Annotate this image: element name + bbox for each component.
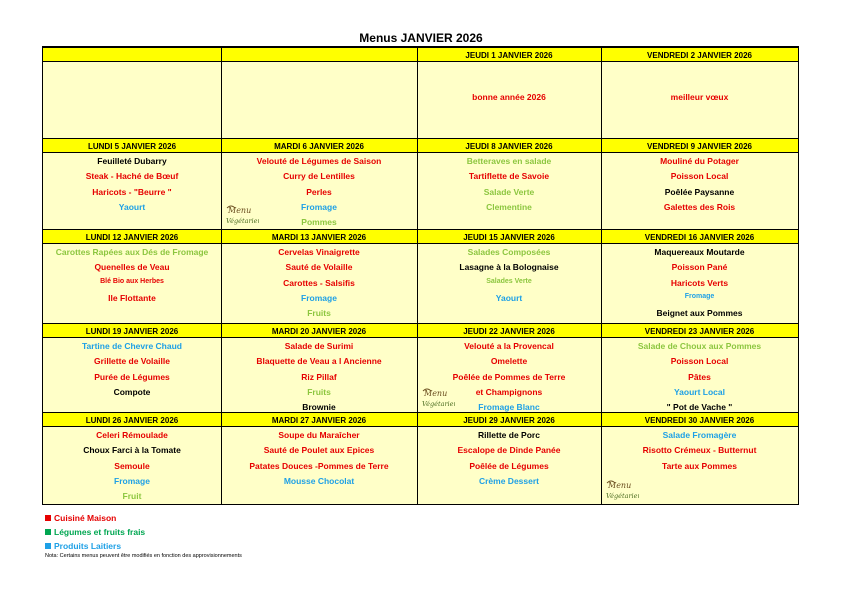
- day-cell: [417, 427, 601, 504]
- menu-item: Velouté de Légumes de Saison: [256, 156, 382, 166]
- green-square-icon: [45, 529, 51, 535]
- menu-item: Blaquette de Veau a l Ancienne: [256, 356, 382, 367]
- menu-item: Poêlée Paysanne: [664, 186, 735, 197]
- svg-text:Menu: Menu: [228, 206, 252, 215]
- svg-text:Végétarien: Végétarien: [422, 400, 455, 408]
- day-cell: [43, 62, 221, 138]
- menu-item: Poêlée de Légumes: [469, 460, 549, 471]
- menu-item: Soupe du Maraîcher: [278, 430, 360, 440]
- day-header: LUNDI 19 JANVIER 2026: [43, 323, 221, 338]
- menu-item: Fromage: [301, 292, 337, 303]
- menu-item: Perles: [306, 186, 332, 197]
- menu-item: Salade de Surimi: [284, 341, 354, 351]
- menu-item: Feuilleté Dubarry: [97, 156, 167, 166]
- day-header: MARDI 27 JANVIER 2026: [221, 412, 417, 427]
- menu-item: Maquereaux Moutarde: [654, 247, 745, 257]
- menu-item: Salades Verte: [486, 277, 532, 285]
- day-cell: [221, 427, 417, 504]
- menu-item: Poêlée de Pommes de Terre: [452, 371, 566, 382]
- note-text: Nota: Certains menus peuvent être modifiés en fonction des approvisionnements: [45, 553, 242, 559]
- svg-text:Menu: Menu: [424, 389, 448, 398]
- legend-item-cuisine: [45, 513, 116, 523]
- vegetarian-logo-icon: [225, 203, 259, 227]
- menu-grid: [42, 46, 799, 505]
- menu-item: Yaourt Local: [673, 386, 725, 397]
- day-header: MARDI 20 JANVIER 2026: [221, 323, 417, 338]
- menu-item: Pommes: [301, 217, 337, 228]
- day-cell: [221, 244, 417, 323]
- menu-item: Salades Composées: [467, 247, 551, 257]
- menu-item: " Pot de Vache ": [666, 402, 733, 413]
- day-header: LUNDI 5 JANVIER 2026: [43, 138, 221, 153]
- blue-square-icon: [45, 543, 51, 549]
- menu-item: Poisson Local: [670, 171, 729, 182]
- menu-item: Salade de Choux aux Pommes: [637, 341, 762, 351]
- menu-item: Compote: [113, 386, 151, 397]
- day-cell: [43, 427, 221, 504]
- menu-item: Rillette de Porc: [478, 430, 540, 440]
- menu-item: Fruit: [122, 491, 142, 502]
- day-header: LUNDI 26 JANVIER 2026: [43, 412, 221, 427]
- menu-item: Haricots Verts: [670, 277, 729, 288]
- day-cell: [221, 338, 417, 412]
- menu-item: Carottes Rapées aux Dés de Fromage: [55, 247, 209, 257]
- menu-item: Sauté de Volaille: [285, 262, 353, 273]
- day-header: JEUDI 8 JANVIER 2026: [417, 138, 601, 153]
- menu-item: Fromage: [114, 475, 150, 486]
- menu-item: bonne année 2026: [472, 92, 546, 102]
- menu-item: Purée de Légumes: [94, 371, 170, 382]
- menu-item: Fromage Blanc: [478, 402, 540, 413]
- menu-item: Lasagne à la Bolognaise: [459, 262, 559, 273]
- svg-text:Menu: Menu: [608, 481, 632, 490]
- menu-item: Cervelas Vinaigrette: [278, 247, 360, 257]
- menu-item: et Champignons: [475, 386, 543, 397]
- day-cell: [601, 427, 798, 504]
- menu-item: Salade Fromagère: [662, 430, 737, 440]
- menu-item: Betteraves en salade: [466, 156, 552, 166]
- vegetarian-logo-icon: [605, 478, 639, 502]
- menu-item: Poisson Local: [670, 356, 729, 367]
- menu-item: Yaourt: [495, 292, 523, 303]
- menu-item: Ile Flottante: [108, 292, 156, 303]
- menu-item: Yaourt: [118, 201, 146, 212]
- menu-item: Clementine: [486, 201, 532, 212]
- day-cell: [43, 153, 221, 229]
- menu-item: Fruits: [307, 308, 331, 319]
- day-cell: [417, 338, 601, 412]
- day-cell: [601, 62, 798, 138]
- menu-item: Choux Farci à la Tomate: [83, 445, 181, 456]
- day-header: JEUDI 22 JANVIER 2026: [417, 323, 601, 338]
- day-header: VENDREDI 2 JANVIER 2026: [601, 47, 798, 62]
- menu-item: meilleur vœux: [670, 92, 729, 102]
- day-cell: [601, 244, 798, 323]
- menu-item: Beignet aux Pommes: [656, 308, 743, 319]
- day-header: JEUDI 15 JANVIER 2026: [417, 229, 601, 244]
- day-header: LUNDI 12 JANVIER 2026: [43, 229, 221, 244]
- menu-item: Tartine de Chevre Chaud: [82, 341, 182, 351]
- day-cell: [417, 62, 601, 138]
- day-header: MARDI 13 JANVIER 2026: [221, 229, 417, 244]
- day-header: VENDREDI 23 JANVIER 2026: [601, 323, 798, 338]
- menu-item: Velouté a la Provencal: [464, 341, 554, 351]
- day-header: MARDI 6 JANVIER 2026: [221, 138, 417, 153]
- day-cell: [417, 244, 601, 323]
- day-header: VENDREDI 16 JANVIER 2026: [601, 229, 798, 244]
- menu-item: Mouliné du Potager: [660, 156, 739, 166]
- legend-item-laitiers: [45, 541, 121, 551]
- svg-text:Végétarien: Végétarien: [606, 492, 639, 500]
- menu-item: Mousse Chocolat: [283, 475, 355, 486]
- day-header: VENDREDI 9 JANVIER 2026: [601, 138, 798, 153]
- menu-item: Sauté de Poulet aux Epices: [263, 445, 375, 456]
- day-header: [221, 47, 417, 62]
- day-cell: [43, 338, 221, 412]
- menu-item: Escalope de Dinde Panée: [457, 445, 561, 456]
- menu-item: Grillette de Volaille: [94, 356, 170, 367]
- menu-item: Celeri Rémoulade: [96, 430, 168, 440]
- menu-item: Poisson Pané: [671, 262, 728, 273]
- day-header: VENDREDI 30 JANVIER 2026: [601, 412, 798, 427]
- day-cell: [601, 338, 798, 412]
- red-square-icon: [45, 515, 51, 521]
- menu-item: Haricots - "Beurre ": [92, 186, 172, 197]
- menu-item: Risotto Crémeux - Butternut: [642, 445, 757, 456]
- menu-item: Steak - Haché de Bœuf: [85, 171, 179, 182]
- column-divider: [601, 47, 602, 504]
- menu-item: Salade Verte: [483, 186, 535, 197]
- menu-item: Fromage: [684, 292, 715, 300]
- menu-item: Tartiflette de Savoie: [468, 171, 550, 182]
- day-cell: [601, 153, 798, 229]
- menu-item: Crème Dessert: [478, 475, 539, 486]
- day-header: JEUDI 1 JANVIER 2026: [417, 47, 601, 62]
- column-divider: [221, 47, 222, 504]
- menu-item: Riz Pillaf: [301, 371, 337, 382]
- menu-item: Omelette: [490, 356, 528, 367]
- day-cell: [221, 62, 417, 138]
- day-cell: [43, 244, 221, 323]
- legend-label: Produits Laitiers: [54, 541, 122, 551]
- column-divider: [417, 47, 418, 504]
- day-header: [43, 47, 221, 62]
- menu-item: Fruits: [307, 386, 331, 397]
- menu-item: Tarte aux Pommes: [662, 460, 737, 471]
- menu-item: Pâtes: [688, 371, 711, 382]
- day-cell: [417, 153, 601, 229]
- vegetarian-logo-icon: [421, 386, 455, 410]
- menu-item: Brownie: [302, 402, 336, 413]
- menu-item: Semoule: [114, 460, 150, 471]
- svg-text:Végétarien: Végétarien: [226, 217, 259, 225]
- menu-item: Carottes - Salsifis: [283, 277, 355, 288]
- day-cell: [221, 153, 417, 229]
- menu-item: Patates Douces -Pommes de Terre: [249, 460, 389, 471]
- menu-item: Curry de Lentilles: [283, 171, 355, 182]
- day-header: JEUDI 29 JANVIER 2026: [417, 412, 601, 427]
- legend-item-legumes: [45, 527, 145, 537]
- menu-item: Blé Bio aux Herbes: [100, 277, 164, 285]
- menu-item: Fromage: [301, 201, 337, 212]
- legend-label: Légumes et fruits frais: [54, 527, 146, 537]
- menu-item: Quenelles de Veau: [94, 262, 170, 273]
- page-title: Menus JANVIER 2026: [359, 31, 483, 45]
- menu-item: Galettes des Rois: [663, 201, 736, 212]
- legend-label: Cuisiné Maison: [54, 513, 117, 523]
